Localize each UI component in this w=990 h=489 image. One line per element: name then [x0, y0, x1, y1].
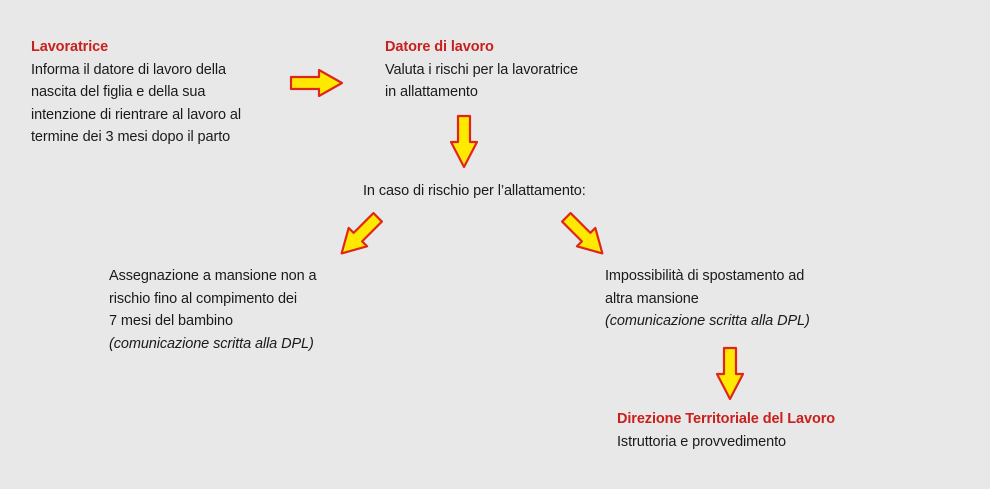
reassignment-line: rischio fino al compimento dei — [109, 290, 298, 307]
worker-title: Lavoratrice — [31, 39, 109, 55]
reassignment-line: Assegnazione a mansione non a — [109, 268, 317, 284]
impossibility-line: altra mansione — [605, 290, 699, 307]
worker-line: Informa il datore di lavoro della — [31, 61, 226, 78]
down-arrow-icon — [448, 113, 480, 171]
employer-title: Datore di lavoro — [385, 39, 494, 55]
employer-line: Valuta i rischi per la lavoratrice — [385, 61, 578, 78]
reassignment-note: (comunicazione scritta alla DPL) — [109, 335, 314, 352]
impossibility-note: (comunicazione scritta alla DPL) — [605, 313, 810, 329]
worker-node — [31, 36, 241, 149]
worker-line: intenzione di rientrare al lavoro al — [31, 106, 241, 123]
risk-node — [363, 180, 586, 203]
impossibility-line: Impossibilità di spostamento ad — [605, 268, 805, 284]
directorate-node — [617, 408, 835, 453]
directorate-line: Istruttoria e provvedimento — [617, 433, 786, 450]
down-left-arrow-icon — [334, 211, 386, 259]
reassignment-node — [109, 265, 317, 355]
impossibility-node — [605, 265, 810, 333]
worker-line: nascita del figlia e della sua — [31, 84, 206, 100]
worker-line: termine dei 3 mesi dopo il parto — [31, 129, 231, 145]
reassignment-line: 7 mesi del bambino — [109, 313, 233, 329]
directorate-title: Direzione Territoriale del Lavoro — [617, 411, 836, 427]
employer-node — [385, 36, 578, 104]
risk-label: In caso di rischio per l’allattamento: — [363, 183, 586, 199]
right-arrow-icon — [288, 67, 346, 99]
down-arrow-icon — [714, 345, 746, 403]
down-right-arrow-icon — [558, 211, 610, 259]
employer-line: in allattamento — [385, 84, 478, 100]
